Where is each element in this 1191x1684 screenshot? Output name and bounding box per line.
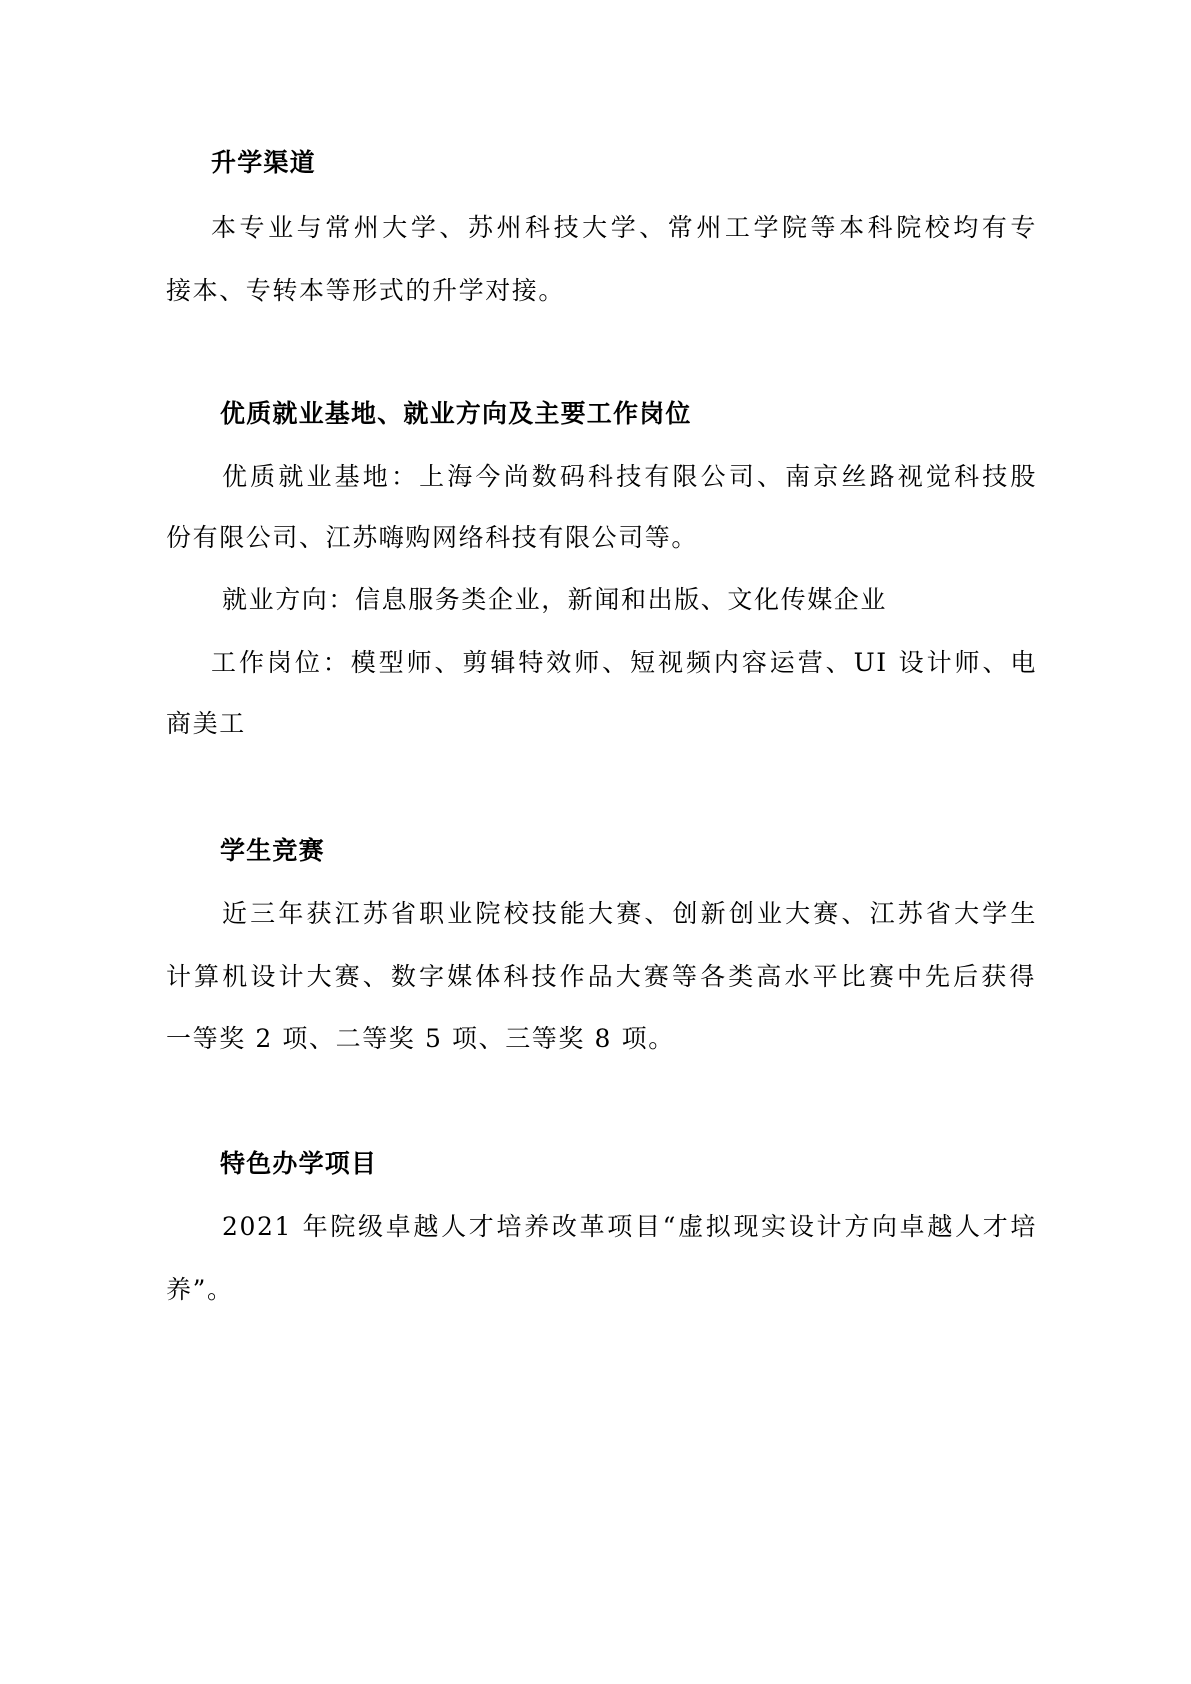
upgrade-paragraph-line-1: 本专业与常州大学、苏州科技大学、常州工学院等本科院校均有专 [211,213,1037,242]
employment-jobs-line-1: 工作岗位：模型师、剪辑特效师、短视频内容运营、UI 设计师、电 [211,648,1037,677]
employment-jobs-line-2: 商美工 [166,709,246,738]
employment-direction: 就业方向：信息服务类企业，新闻和出版、文化传媒企业 [222,585,888,614]
section-heading-employment: 优质就业基地、就业方向及主要工作岗位 [220,399,692,428]
section-heading-competition: 学生竞赛 [220,836,325,865]
feature-paragraph-line-1: 2021 年院级卓越人才培养改革项目“虚拟现实设计方向卓越人才培 [222,1212,1037,1241]
upgrade-paragraph-line-2: 接本、专转本等形式的升学对接。 [166,276,566,305]
feature-paragraph-line-2: 养”。 [166,1275,234,1304]
employment-base-line-1: 优质就业基地：上海今尚数码科技有限公司、南京丝路视觉科技股 [222,462,1037,491]
section-heading-upgrade: 升学渠道 [211,148,316,177]
employment-base-line-2: 份有限公司、江苏嗨购网络科技有限公司等。 [166,523,699,552]
competition-paragraph-line-1: 近三年获江苏省职业院校技能大赛、创新创业大赛、江苏省大学生 [222,899,1037,928]
competition-paragraph-line-2: 计算机设计大赛、数字媒体科技作品大赛等各类高水平比赛中先后获得 [166,962,1036,991]
competition-paragraph-line-3: 一等奖 2 项、二等奖 5 项、三等奖 8 项。 [166,1024,675,1053]
section-heading-feature: 特色办学项目 [220,1149,378,1178]
